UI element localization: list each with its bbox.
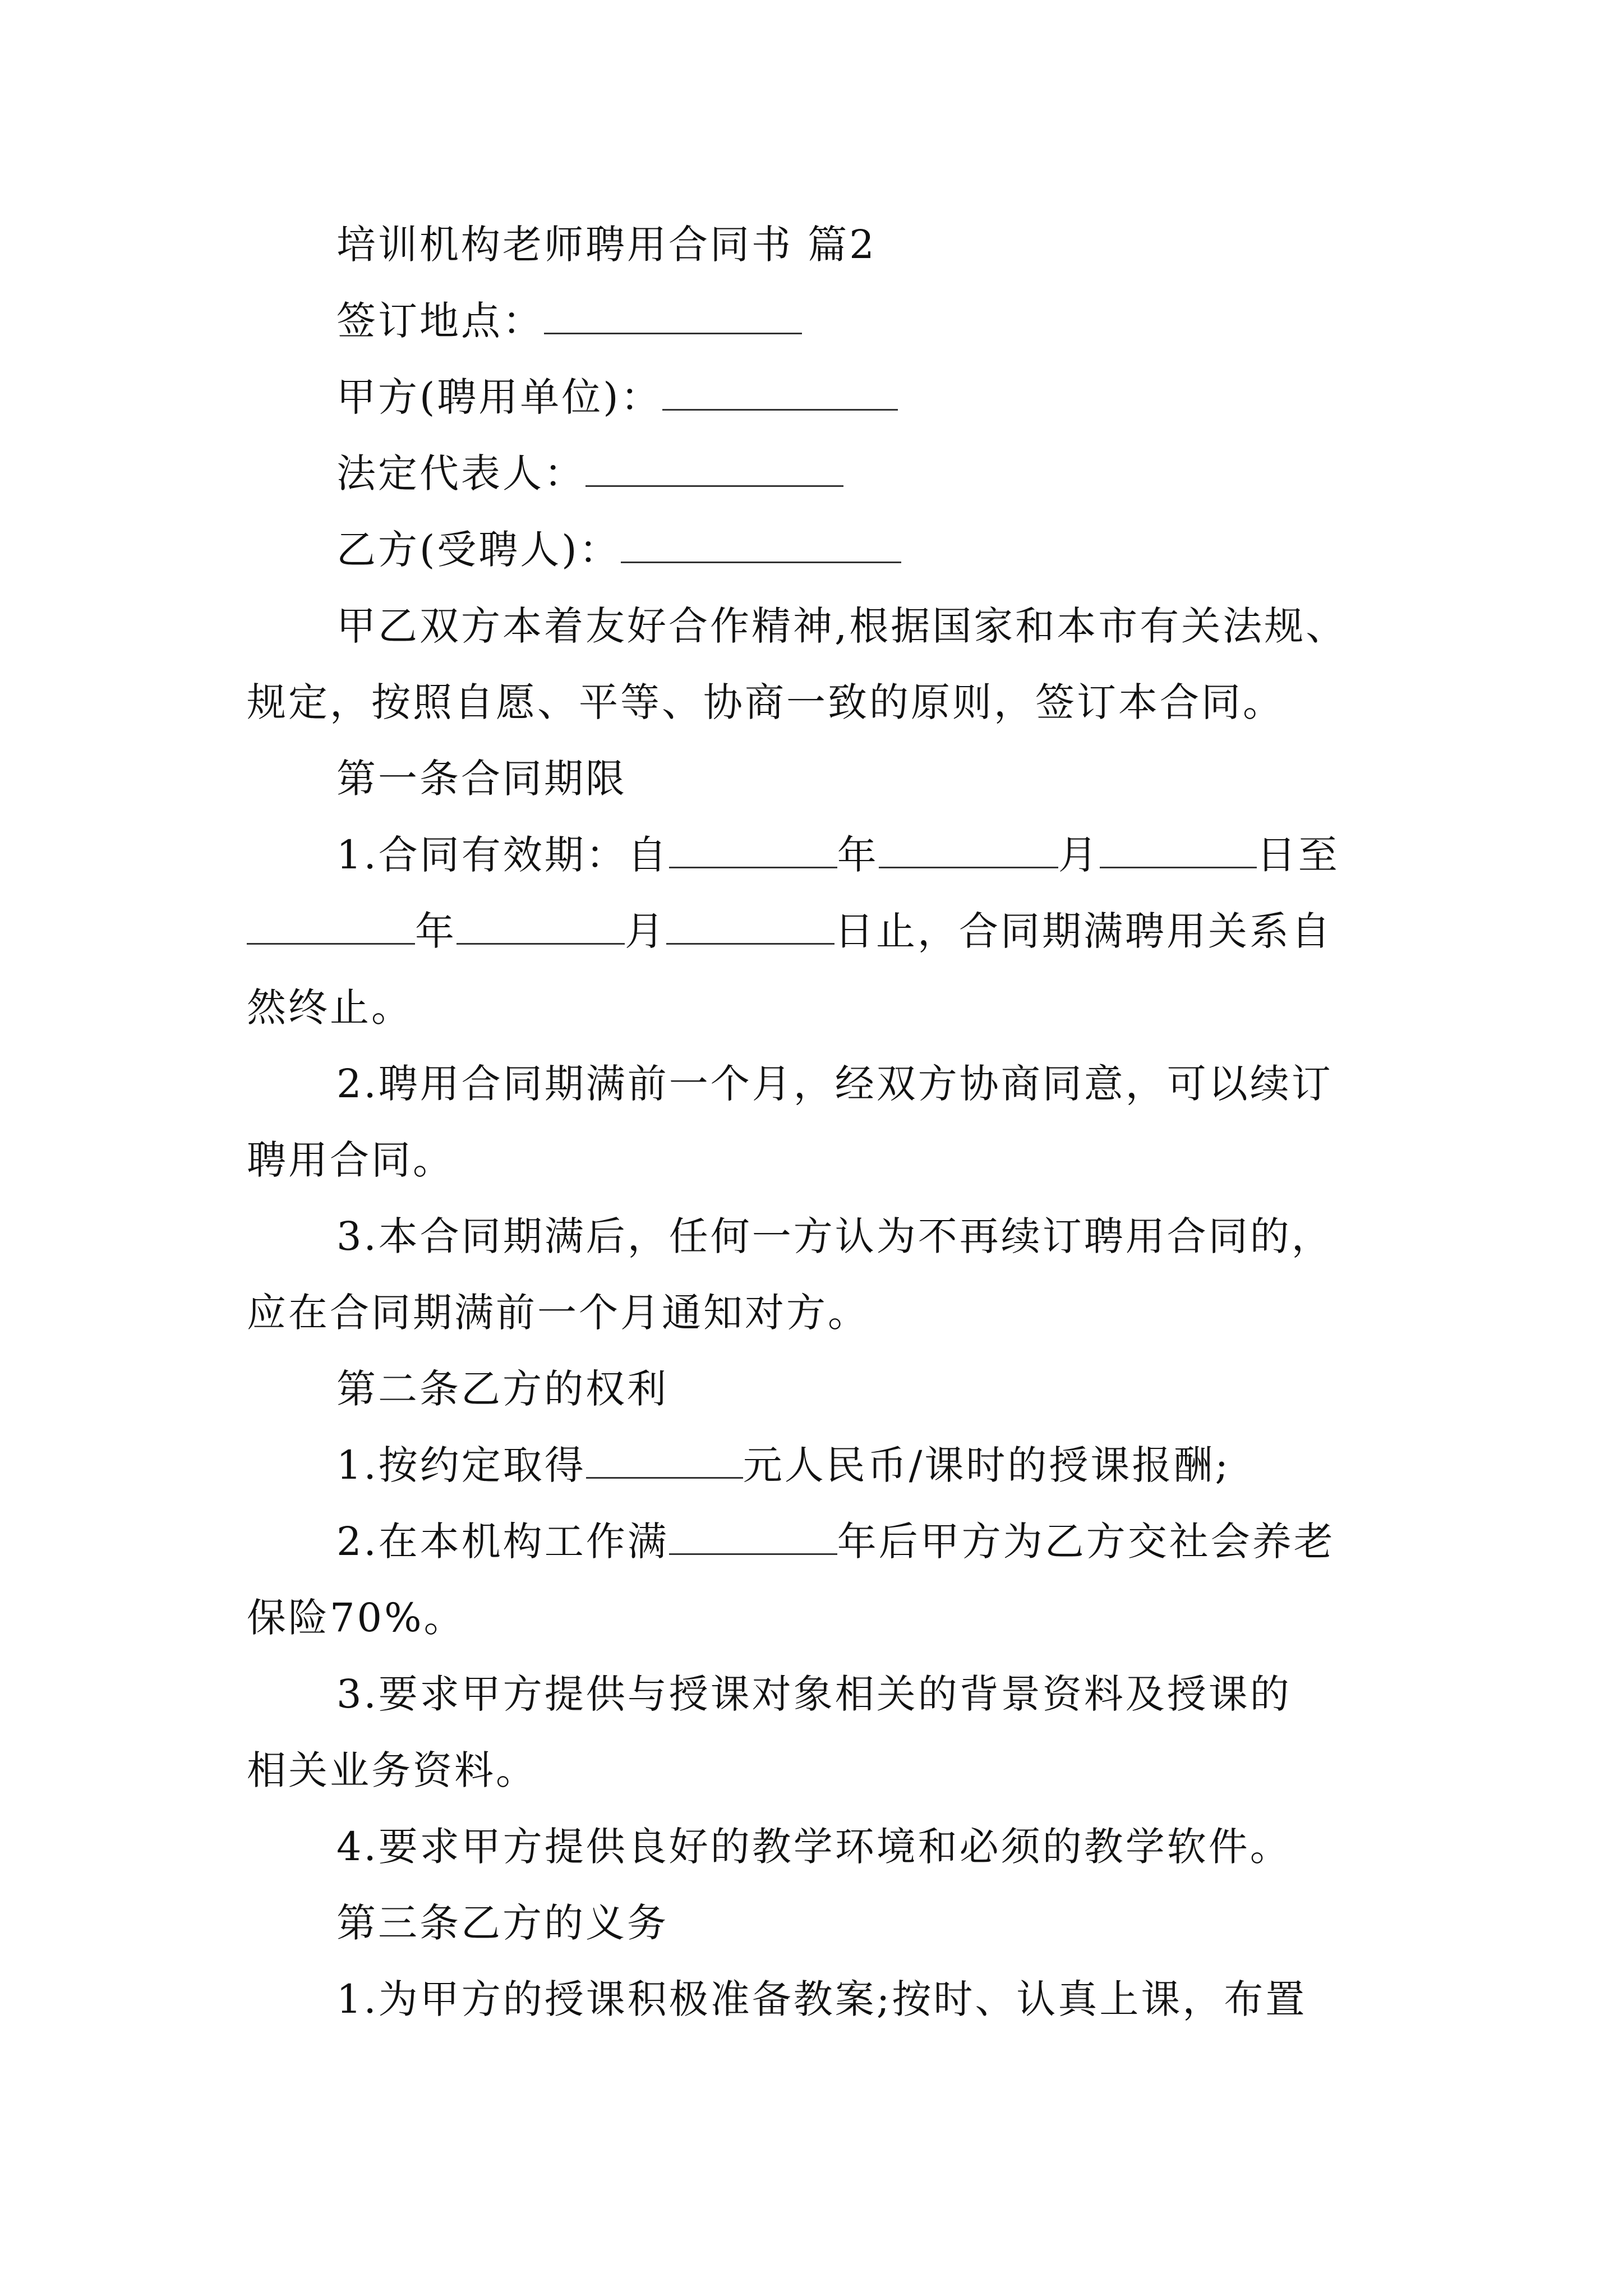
article-1-item-2-line-1: 2.聘用合同期满前一个月，经双方协商同意，可以续订 [336, 1061, 1333, 1107]
document-title: 培训机构老师聘用合同书 篇2 [336, 222, 877, 268]
intro-line-1: 甲乙双方本着友好合作精神,根据国家和本市有关法规、 [336, 603, 1348, 649]
blank-line [457, 909, 625, 945]
blank-line [662, 375, 898, 411]
article-2-item-2-line-2: 保险70%。 [247, 1595, 465, 1641]
blank-line [1100, 833, 1257, 868]
article-1-item-3-line-2: 应在合同期满前一个月通知对方。 [247, 1290, 869, 1336]
blank-line [586, 1443, 743, 1479]
blank-line [247, 909, 415, 945]
field-party-a: 甲方(聘用单位)： [336, 370, 1396, 424]
blank-line [669, 833, 837, 868]
field-signing-place: 签订地点： [336, 294, 1396, 348]
intro-line-2: 规定，按照自愿、平等、协商一致的原则，签订本合同。 [247, 679, 1284, 725]
article-2-heading: 第二条乙方的权利 [336, 1366, 668, 1412]
article-3-heading: 第三条乙方的义务 [336, 1900, 668, 1946]
field-party-b: 乙方(受聘人)： [336, 523, 1396, 577]
article-1-item-1-line-1: 1.合同有效期：自 年 月 日至 [336, 832, 1340, 878]
article-2-item-1: 1.按约定取得 元人民币/课时的授课报酬; [336, 1442, 1230, 1488]
article-2-item-2-line-1: 2.在本机构工作满 年后甲方为乙方交社会养老 [336, 1519, 1335, 1565]
blank-line [544, 299, 802, 334]
article-1-item-1-line-2: 年 月 日止，合同期满聘用关系自 [247, 904, 1396, 958]
article-1-item-2-line-2: 聘用合同。 [247, 1137, 454, 1183]
article-1-heading: 第一条合同期限 [336, 756, 627, 802]
blank-line [621, 528, 901, 563]
blank-line [669, 1520, 837, 1555]
article-2-item-3-line-2: 相关业务资料。 [247, 1747, 537, 1793]
article-1-item-1-line-3: 然终止。 [247, 984, 413, 1030]
article-3-item-1-line-1: 1.为甲方的授课积极准备教案;按时、认真上课，布置 [336, 1976, 1307, 2022]
article-2-item-3-line-1: 3.要求甲方提供与授课对象相关的背景资料及授课的 [336, 1671, 1292, 1717]
field-legal-representative: 法定代表人： [336, 447, 1396, 500]
article-2-item-4: 4.要求甲方提供良好的教学环境和必须的教学软件。 [336, 1824, 1292, 1870]
blank-line [879, 833, 1058, 868]
article-1-item-3-line-1: 3.本合同期满后，任何一方认为不再续订聘用合同的， [336, 1213, 1333, 1259]
blank-line [666, 909, 834, 945]
blank-line [585, 452, 843, 487]
